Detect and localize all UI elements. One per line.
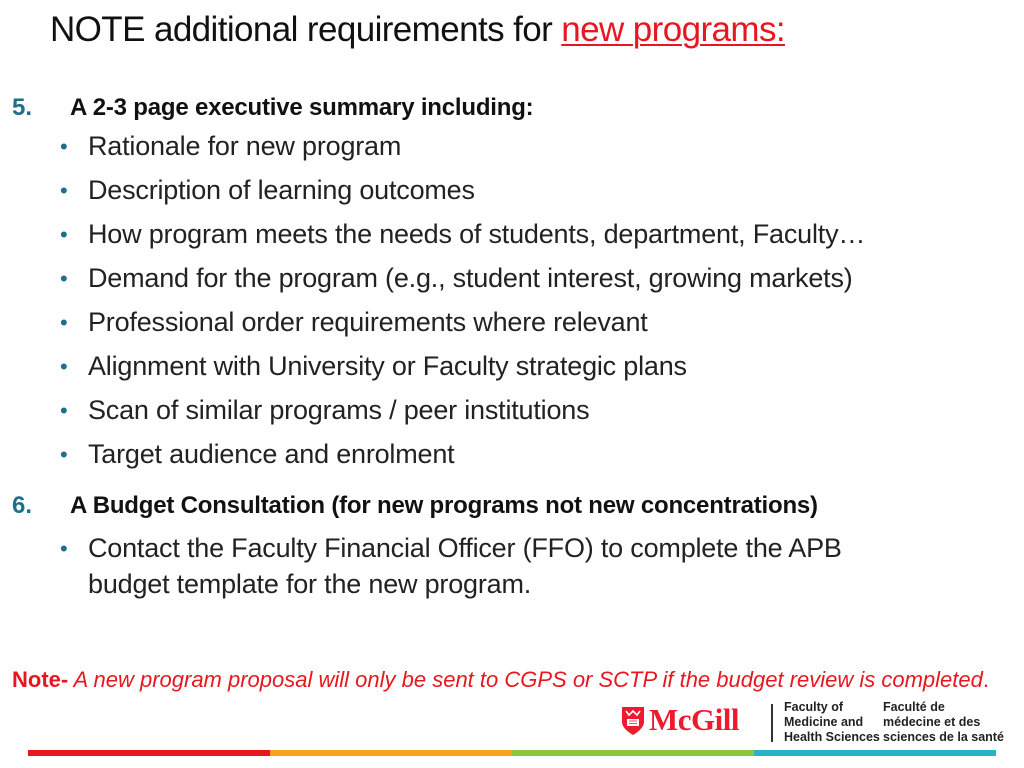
bullet-icon: • <box>60 354 68 379</box>
stripe-segment <box>270 750 512 756</box>
bullet-list <box>60 532 842 604</box>
item-number: 5. <box>12 94 33 121</box>
logo-divider <box>771 704 773 742</box>
note-text: A new program proposal will only be sent to CGPS or SCTP if the budget review is completed <box>68 667 983 692</box>
bullet-icon: • <box>60 178 68 203</box>
item-number: 6. <box>12 492 33 519</box>
item-heading: A Budget Consultation (for new programs not new concentrations) <box>70 492 818 519</box>
list-item: • Target audience and enrolment <box>60 439 455 469</box>
bullet-list <box>60 130 865 482</box>
bullet-icon: • <box>60 536 68 561</box>
faculty-name-en: Faculty of Medicine and Health Sciences <box>784 700 880 744</box>
bullet-icon: • <box>60 398 68 423</box>
faculty-name-fr: Faculté de médecine et des sciences de la santé <box>883 700 1004 744</box>
list-item: • Alignment with University or Faculty strategic plans <box>60 351 687 381</box>
bullet-icon: • <box>60 266 68 291</box>
stripe-segment <box>28 750 270 756</box>
bullet-icon: • <box>60 134 68 159</box>
list-item: • Demand for the program (e.g., student interest, growing markets) <box>60 263 853 293</box>
stripe-segment <box>512 750 754 756</box>
item-heading: A 2-3 page executive summary including: <box>70 94 534 121</box>
list-item: • Description of learning outcomes <box>60 175 475 205</box>
list-item: • Professional order requirements where relevant <box>60 307 648 337</box>
bullet-icon: • <box>60 222 68 247</box>
mcgill-logo <box>621 700 1011 748</box>
list-item-continuation: budget template for the new program. <box>88 569 532 599</box>
list-item: • Rationale for new program <box>60 131 402 161</box>
list-item: • How program meets the needs of students, department, Faculty… <box>60 219 866 249</box>
note-period: . <box>982 667 989 692</box>
bullet-icon: • <box>60 310 68 335</box>
mcgill-wordmark: McGill <box>649 702 739 737</box>
footnote <box>12 665 1012 695</box>
stripe-segment <box>754 750 996 756</box>
title-main: NOTE additional requirements for <box>50 10 562 49</box>
bullet-icon: • <box>60 442 68 467</box>
list-item: • Contact the Faculty Financial Officer (FFO) to complete the APB <box>60 533 842 563</box>
color-stripe <box>28 750 996 756</box>
note-label: Note- <box>12 667 69 692</box>
mcgill-shield-icon <box>621 706 645 736</box>
list-item: • Scan of similar programs / peer institutions <box>60 395 590 425</box>
title-highlight: new programs: <box>561 10 785 49</box>
slide-title <box>50 10 785 50</box>
